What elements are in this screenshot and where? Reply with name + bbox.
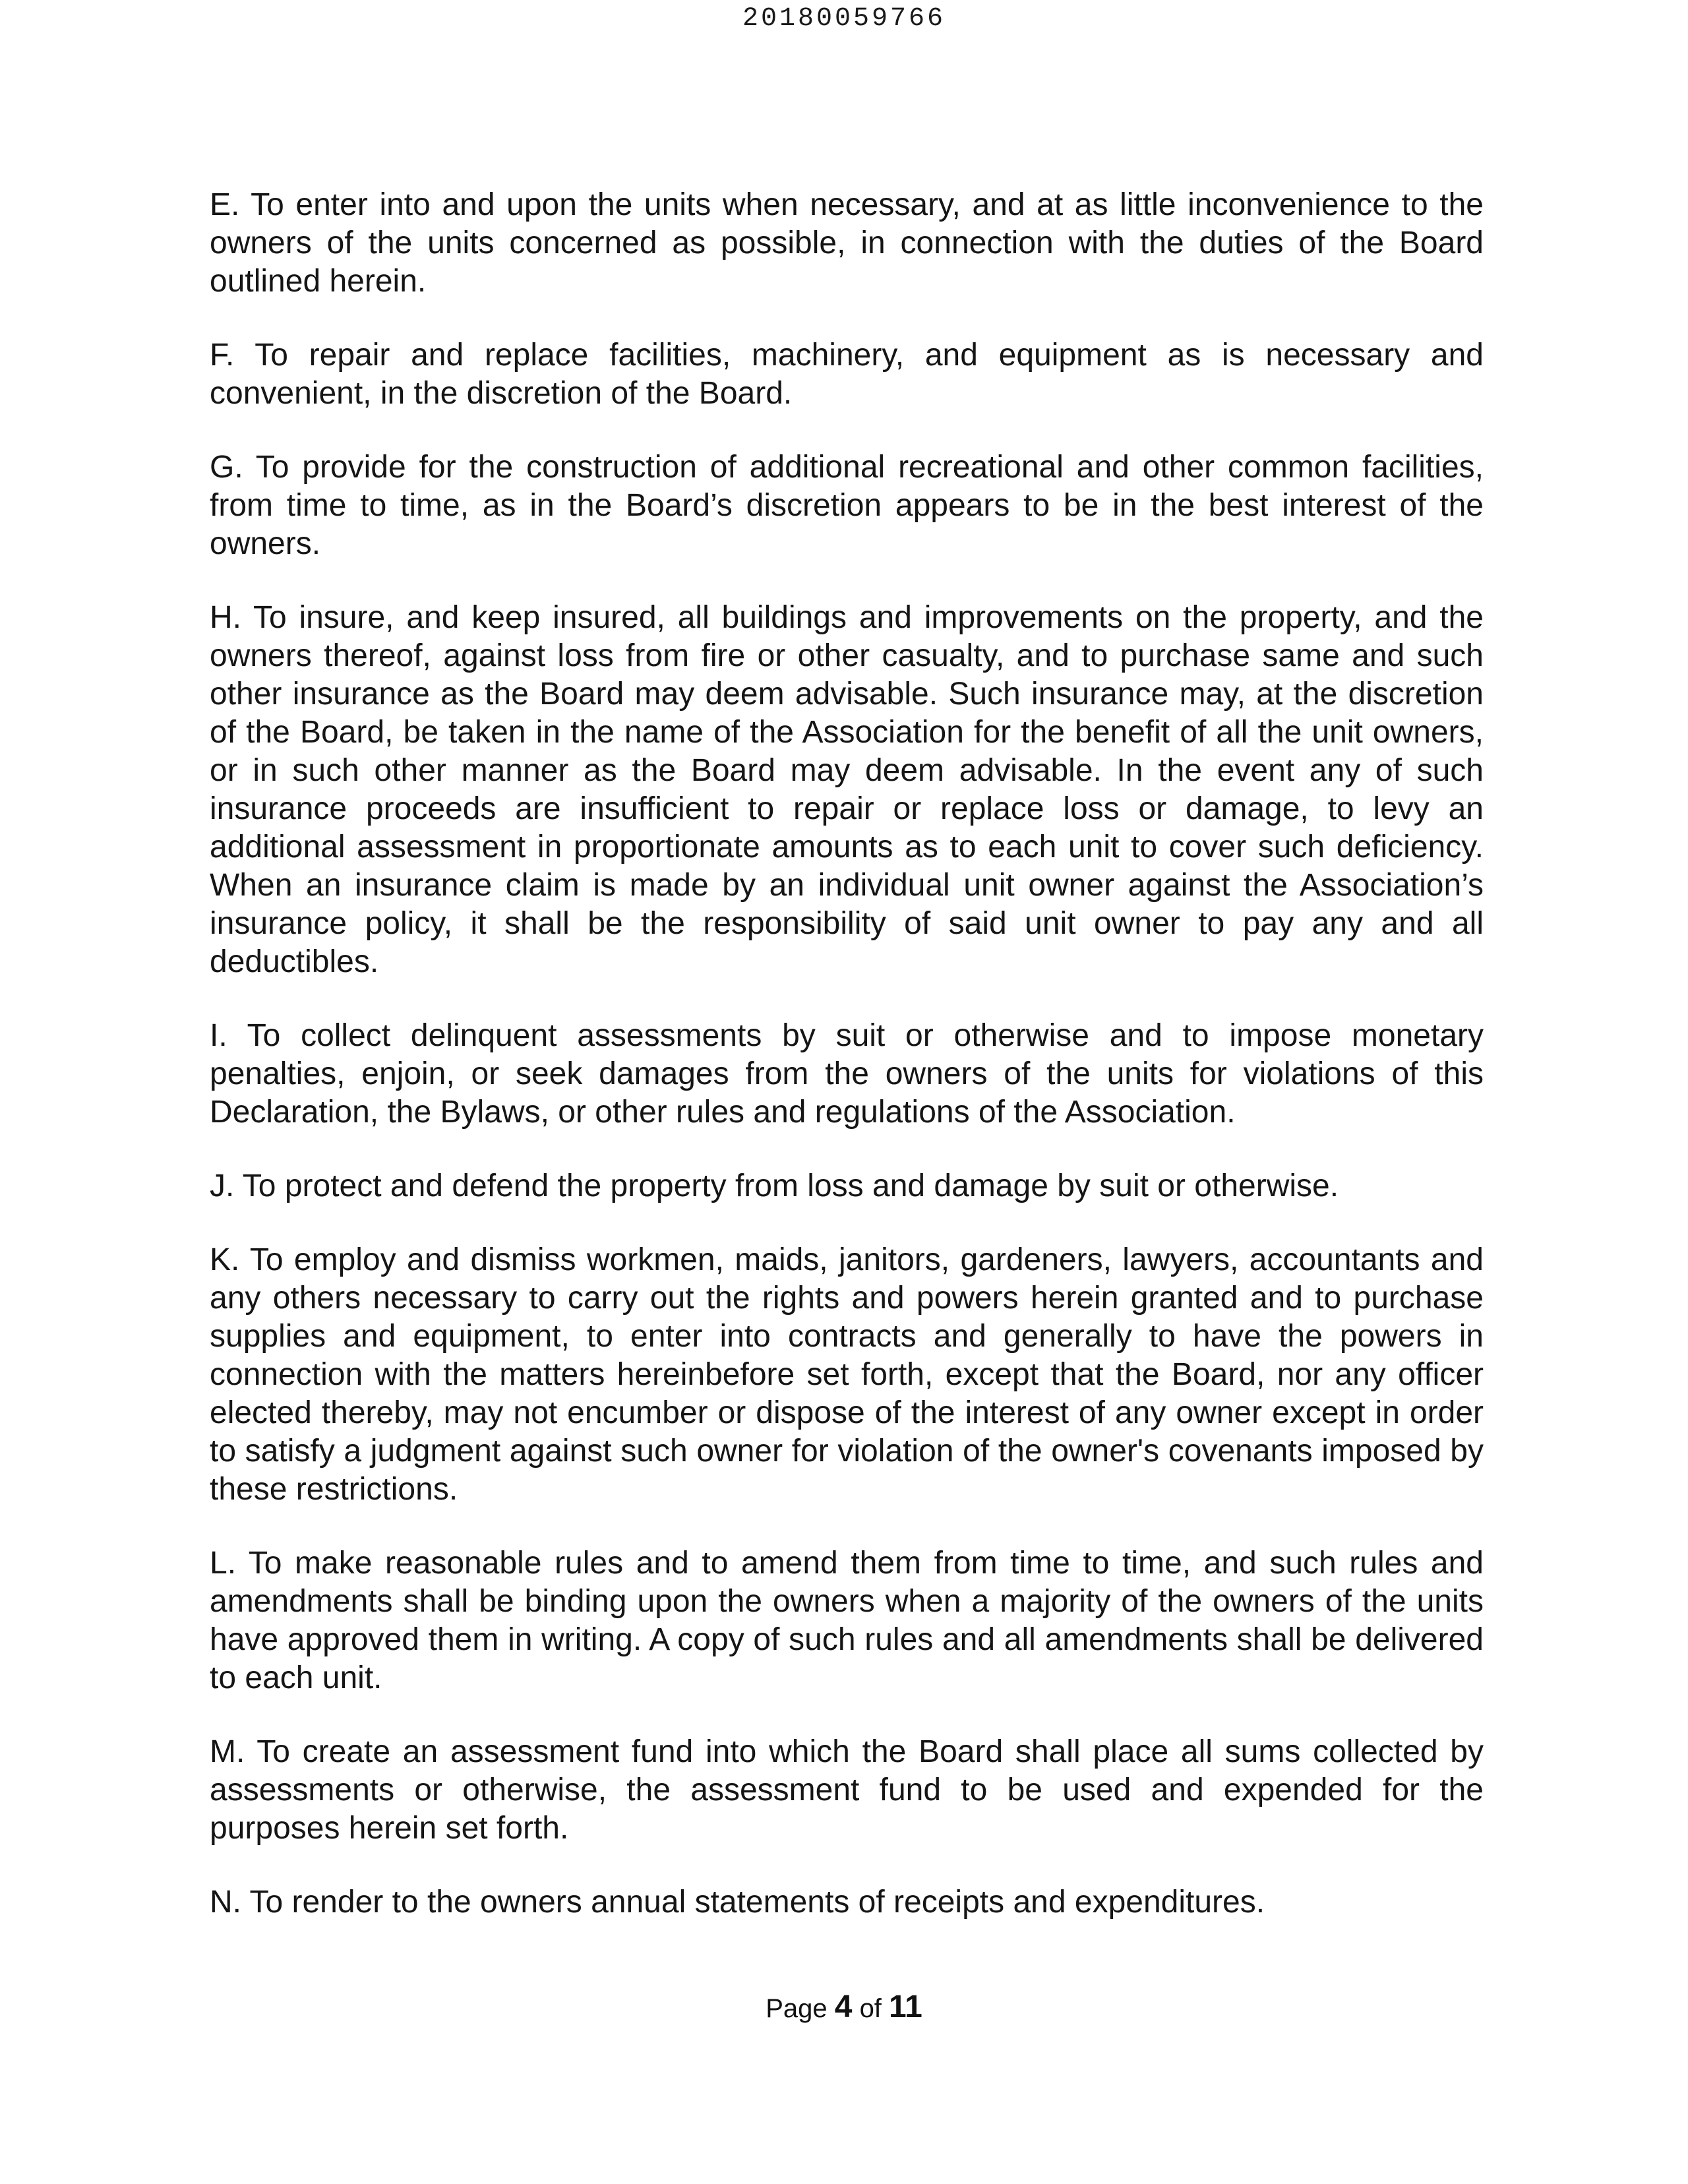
page-of: of [859,1994,882,2023]
paragraph-e: E. To enter into and upon the units when necessary, and at as little inconvenience to the owners of the units concerned as possible, in connection with the duties of the Board outlined herein. [210,187,1484,299]
paragraph-l: L. To make reasonable rules and to amend them from time to time, and such rules and amendments shall be binding upon the owners when a majority of the owners of the units have approved them in writing. A copy of such rules and all amendments shall be delivered to each unit. [210,1546,1484,1695]
document-body [210,186,1484,1957]
paragraph-m: M. To create an assessment fund into which the Board shall place all sums collected by assessments or otherwise, the assessment fund to be used and expended for the purposes herein set forth. [210,1734,1484,1846]
paragraph-n: N. To render to the owners annual statements of receipts and expenditures. [210,1885,1265,1920]
paragraph-h: H. To insure, and keep insured, all buildings and improvements on the property, and the owners thereof, against loss from fire or other casualty, and to purchase same and such other insurance as the Board may deem advisable. Such insurance may, at the discretion of the Board, be taken in the name of the Association for the benefit of all the unit owners, or in such other manner as the Board may deem advisable. In the event any of such insurance proceeds are insufficient to repair or replace loss or damage, to levy an additional assessment in proportionate amounts as to each unit to cover such deficiency. When an insurance claim is made by an individual unit owner against the Association’s insurance policy, it shall be the responsibility of said unit owner to pay any and all deductibles. [210,600,1484,979]
paragraph-j: J. To protect and defend the property from loss and damage by suit or otherwise. [210,1168,1339,1203]
page-footer [0,1989,1688,2025]
page-label: Page [766,1994,828,2023]
document-number: 20180059766 [742,4,946,34]
paragraph-i: I. To collect delinquent assessments by suit or otherwise and to impose monetary penalties, enjoin, or seek damages from the owners of the units for violations of this Declaration, the Bylaws, or other rules and regulations of the Association. [210,1018,1484,1130]
page-current: 4 [834,1989,853,2024]
page-total: 11 [889,1989,922,2024]
paragraph-k: K. To employ and dismiss workmen, maids, janitors, gardeners, lawyers, accountants and any others necessary to carry out the rights and powers herein granted and to purchase supplies and equipment, to enter into contracts and generally to have the powers in connection with the matters hereinbefore set forth, except that the Board, nor any officer elected thereby, may not encumber or dispose of the interest of any owner except in order to satisfy a judgment against such owner for violation of the owner's covenants imposed by these restrictions. [210,1242,1484,1507]
paragraph-g: G. To provide for the construction of additional recreational and other common facilities, from time to time, as in the Board’s discretion appears to be in the best interest of the owners. [210,450,1484,561]
paragraph-f: F. To repair and replace facilities, machinery, and equipment as is necessary and convenient, in the discretion of the Board. [210,338,1484,411]
